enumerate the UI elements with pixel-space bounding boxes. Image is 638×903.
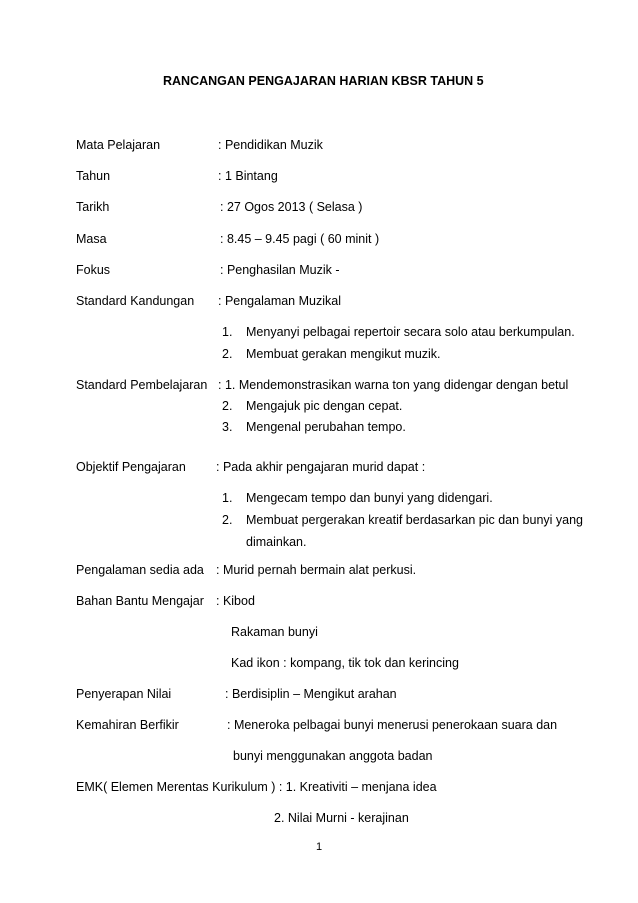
emk-line-2: 2. Nilai Murni - kerajinan bbox=[274, 811, 409, 825]
list-number: 3. bbox=[222, 420, 233, 434]
value-standard-pembelajaran: : 1. Mendemonstrasikan warna ton yang didengar dengan betul bbox=[218, 378, 569, 392]
label-kemahiran-berfikir: Kemahiran Berfikir bbox=[76, 718, 179, 732]
list-number: 2. bbox=[222, 347, 233, 361]
label-fokus: Fokus bbox=[76, 263, 111, 277]
value-bahan-bantu: : Kibod bbox=[216, 594, 255, 608]
page-number: 1 bbox=[316, 841, 323, 853]
label-mata-pelajaran: Mata Pelajaran bbox=[76, 138, 161, 152]
label-standard-kandungan: Standard Kandungan bbox=[76, 294, 195, 308]
label-standard-pembelajaran: Standard Pembelajaran bbox=[76, 378, 208, 392]
list-item: Mengecam tempo dan bunyi yang didengari. bbox=[246, 491, 493, 505]
value-kemahiran-berfikir: : Meneroka pelbagai bunyi menerusi penerokaan suara dan bbox=[227, 718, 558, 732]
list-number: 2. bbox=[222, 513, 233, 527]
value-standard-kandungan: : Pengalaman Muzikal bbox=[218, 294, 341, 308]
list-item: Membuat gerakan mengikut muzik. bbox=[246, 347, 441, 361]
value-mata-pelajaran: : Pendidikan Muzik bbox=[218, 138, 323, 152]
value-masa: : 8.45 – 9.45 pagi ( 60 minit ) bbox=[220, 232, 380, 246]
label-masa: Masa bbox=[76, 232, 107, 246]
list-item: Menyanyi pelbagai repertoir secara solo atau berkumpulan. bbox=[246, 325, 575, 339]
list-item-continuation: dimainkan. bbox=[246, 535, 307, 549]
list-item: Mengajuk pic dengan cepat. bbox=[246, 399, 403, 413]
label-bahan-bantu: Bahan Bantu Mengajar bbox=[76, 594, 204, 608]
emk-line: EMK( Elemen Merentas Kurikulum ) : 1. Kreativiti – menjana idea bbox=[76, 780, 437, 794]
value-pengalaman: : Murid pernah bermain alat perkusi. bbox=[216, 563, 417, 577]
label-tahun: Tahun bbox=[76, 169, 111, 183]
label-tarikh: Tarikh bbox=[76, 200, 110, 214]
document-title: RANCANGAN PENGAJARAN HARIAN KBSR TAHUN 5 bbox=[163, 74, 484, 88]
value-tahun: : 1 Bintang bbox=[218, 169, 278, 183]
list-item: Membuat pergerakan kreatif berdasarkan pic dan bunyi yang bbox=[246, 513, 584, 527]
list-number: 1. bbox=[222, 325, 233, 339]
value-kemahiran-continuation: bunyi menggunakan anggota badan bbox=[233, 749, 433, 763]
label-penyerapan-nilai: Penyerapan Nilai bbox=[76, 687, 172, 701]
value-fokus: : Penghasilan Muzik - bbox=[220, 263, 340, 277]
label-objektif-pengajaran: Objektif Pengajaran bbox=[76, 460, 186, 474]
value-penyerapan-nilai: : Berdisiplin – Mengikut arahan bbox=[225, 687, 397, 701]
bahan-item: Rakaman bunyi bbox=[231, 625, 318, 639]
bahan-item: Kad ikon : kompang, tik tok dan kerincing bbox=[231, 656, 459, 670]
list-item: Mengenal perubahan tempo. bbox=[246, 420, 406, 434]
value-objektif-pengajaran: : Pada akhir pengajaran murid dapat : bbox=[216, 460, 426, 474]
list-number: 2. bbox=[222, 399, 233, 413]
list-number: 1. bbox=[222, 491, 233, 505]
label-pengalaman: Pengalaman sedia ada bbox=[76, 563, 204, 577]
value-tarikh: : 27 Ogos 2013 ( Selasa ) bbox=[220, 200, 363, 214]
